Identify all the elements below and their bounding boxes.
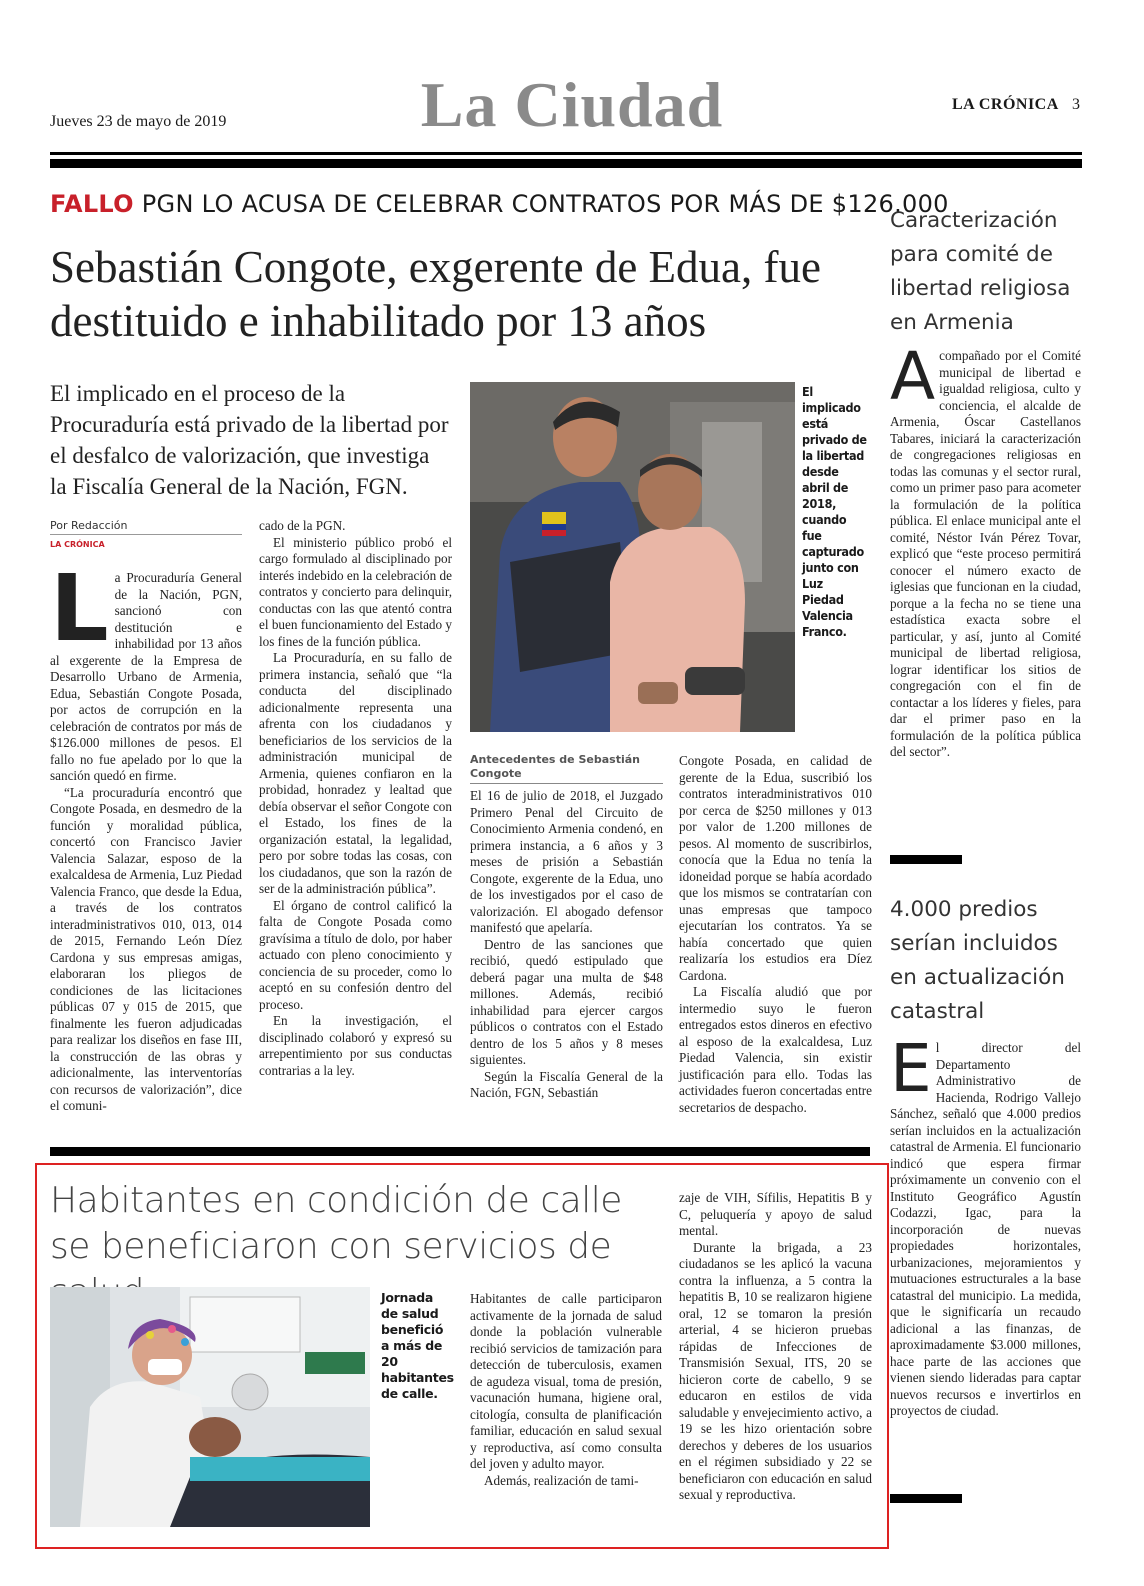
paragraph: El ministerio público probó el cargo formulado al disciplinado por interés indebido en la celebración de contratos y concierto para delinquir, conductas con las que atentó contra el buen funcionamiento del Estado y los fines de la función pública.	[259, 534, 452, 649]
paragraph: Acompañado por el Comité municipal de libertad e igualdad religiosa, culto y conciencia, el alcalde de Armenia, Óscar Castellanos Tabares, iniciará la caracterización de congregaciones religiosas en todas las comunas y el sector rural, como un primer paso para acometer la formulación de la política pública. El enlace municipal ante el comité, Néstor Iván Pérez Tovar, explicó que “este proceso permitirá conocer el número exacto de iglesias que funcionan en la ciudad, porque a la fecha no se tiene una estadística exacta sobre el particular, y así, junto al Comité municipal de libertad religiosa, lograr identificar los sitios de congregación con el fin de contactar a los líderes y fieles, para dar el primer paso en la formulación de la política pública del sector”.	[890, 338, 1081, 759]
paragraph: Congote Posada, en calidad de gerente de la Edua, suscribió los contratos interadministrativos 010 por cerca de $250 millones y 013 por valor de 1.200 millones de pesos. Al momento de suscribirlos, conocía que la Edua no tenía la idoneidad porque se había acordado que los mismos se contratarían con unas empresas que tampoco ejecutarían los contratos. Ya se había concertado que quien realizaría los estudios era Díez Cardona.	[679, 753, 872, 983]
byline-divider	[50, 534, 242, 535]
paragraph: zaje de VIH, Sífilis, Hepatitis B y C, peluquería y apoyo de salud mental.	[679, 1190, 872, 1238]
main-deck: El implicado en el proceso de la Procuraduría está privado de la libertad por el desfalco de valorización, que investiga la Fiscalía General de la Nación, FGN.	[50, 381, 449, 499]
section-divider	[50, 1147, 870, 1156]
sidebar-headline-2: 4.000 predios serían incluidos en actualización catastral	[890, 897, 1065, 1024]
sidebar-subhead: Antecedentes de Sebastián Congote	[470, 753, 663, 784]
byline: Por Redacción	[50, 519, 128, 532]
photo-illustration	[470, 382, 795, 732]
suspect-arrest-photo	[470, 382, 795, 732]
main-column-2	[259, 518, 452, 1079]
paragraph: La Fiscalía aludió que por intermedio suyo le fueron entregados estos dineros en efectivo al esposo de la exalcaldesa, Luz Piedad Valencia, sin existir justificación para ello. Todas las actividades fueron concertadas entre secretarios de despacho.	[679, 984, 872, 1115]
paragraph: Durante la brigada, a 23 ciudadanos se les aplicó la vacuna contra la influenza, a 5 contra la hepatitis B, 10 se realizaron higiene oral, 12 se tomaron la presión arterial, 4 se hicieron pruebas rápidas de Infecciones de Transmisión Sexual, ITS, 20 se hicieron corte de cabello, 9 se educaron en estilos de vida saludable y envejecimiento activo, a 19 se les hizo orientación sobre derechos y deberes de los usuarios en el régimen subsidiado y 22 se beneficiaron con educación en salud sexual y reproductiva.	[679, 1239, 872, 1502]
main-column-1	[50, 555, 242, 1115]
paragraph: Además, realización de tami-	[484, 1472, 639, 1488]
page-number: 3	[1072, 96, 1080, 113]
issue-date: Jueves 23 de mayo de 2019	[50, 113, 227, 130]
photo-illustration	[50, 1287, 370, 1527]
byline-outlet: LA CRÓNICA	[50, 540, 105, 549]
paragraph: “La procuraduría encontró que Congote Posada, en desmedro de la función y moralidad pública, concertó con Francisco Javier Valencia Salazar, esposo de la exalcaldesa de Armenia, Luz Piedad Valencia Franco, que desde la Edua, a través de los contratos interadministrativos 010, 013, 014 de 2015, Fernando León Díez Cardona y sus empresas amigas, elaboraran los pliegos de condiciones de las licitaciones públicas 07 y 015 de 2015, que finalmente les fueron adjudicadas para realizar los diseños en fase III, la construcción de las obras y adicionalmente, las interventorías con recursos de valorización”, dice el comuni-	[50, 784, 242, 1113]
paragraph: El director del Departamento Administrativo de Hacienda, Rodrigo Vallejo Sánchez, señaló que 4.000 predios serían incluidos en la actualización catastral de Armenia. El funcionario indicó que espera firmar próximamente un convenio con el Instituto Geográfico Agustín Codazzi, Igac, para la incorporación de nuevas propiedades horizontales, urbanizaciones, mejoramientos y mutuaciones estructurales a la base catastral del municipio. La medida, que le significaría un recaudo adicional a las finanzas, de aproximadamente $3.000 millones, hace parte de las acciones que vienen siendo lideradas para captar nuevos recursos e invertirlos en proyectos de ciudad.	[890, 1030, 1081, 1418]
paragraph: El 16 de julio de 2018, el Juzgado Primero Penal del Circuito de Conocimiento Armenia condenó, en primera instancia, a 6 años y 3 meses de prisión a Sebastián Congote, exgerente de la Edua, uno de los investigados por el caso de valorización. El abogado defensor manifestó que apelaría.	[470, 788, 663, 935]
story-kicker	[50, 190, 949, 218]
paragraph: La Procuraduría General de la Nación, PGN, sancionó con destitución e inhabilidad por 13 años al exgerente de la Empresa de Desarrollo Urbano de Armenia, Edua, Sebastián Congote Posada, por actos de corrupción en la celebración de contratos por más de $126.000 millones de pesos. El fallo no fue apelado por lo que la sanción quedó en firme.	[50, 555, 242, 783]
photo-caption: El implicado está privado de la libertad desde abril de 2018, cuando fue capturado junto con Luz Piedad Valencia Franco.	[802, 384, 867, 639]
photo-caption: Jornada de salud benefició a más de 20 habitantes de calle.	[381, 1290, 454, 1401]
health-column-1	[470, 1291, 662, 1489]
sidebar-story-1	[890, 338, 1081, 761]
kicker-tag: FALLO	[50, 190, 134, 218]
drop-cap: A	[890, 338, 936, 415]
health-column-2	[679, 1190, 872, 1504]
section-title: La Ciudad	[420, 69, 724, 140]
kicker-text: PGN LO ACUSA DE CELEBRAR CONTRATOS POR MÁS DE $126.000	[133, 190, 949, 218]
sidebar-story-2	[890, 1030, 1081, 1420]
paragraph: Dentro de las sanciones que recibió, quedó estipulado que deberá pagar una multa de $48 millones. Además, recibió inhabilidad para ejercer cargos públicos o contratos con el Estado dentro de los 5 años y 8 meses siguientes.	[470, 936, 663, 1067]
paragraph: Habitantes de calle participaron activamente de la jornada de salud donde la población vulnerable recibió servicios de tamización para detección de tuberculosis, examen de agudeza visual, toma de presión, vacunación humana, higiene oral, citología, consulta de planificación familiar, educación en salud sexual y reproductiva, así como consulta del joven y adulto mayor.	[470, 1291, 662, 1471]
paragraph: La Procuraduría, en su fallo de primera instancia, señaló que “la conducta del disciplinado adicionalmente representa una afrenta con los ciudadanos y beneficiarios de los servicios de la administración municipal de Armenia, quienes confiaron en la probidad, honradez y lealtad que debía observar el señor Congote con el Estado, los fines de la organización estatal, la legalidad, pero por sobre todas las cosas, con los ciudadanos, que son la razón de ser de la administración pública”.	[259, 650, 452, 896]
sidebar-headline-1: Caracterización para comité de libertad religiosa en Armenia	[890, 208, 1071, 335]
drop-cap: L	[50, 555, 109, 662]
paragraph: En la investigación, el disciplinado colaboró y expresó su arrepentimiento por sus conductas contrarias a la ley.	[259, 1013, 452, 1078]
main-headline: Sebastián Congote, exgerente de Edua, fue destituido e inhabilitado por 13 años	[50, 242, 821, 346]
sidebar-divider	[890, 855, 962, 864]
paragraph: Según la Fiscalía General de la Nación, FGN, Sebastián	[470, 1068, 663, 1100]
newspaper-brand: LA CRÓNICA	[952, 96, 1059, 113]
health-headline: Habitantes en condición de calle se beneficiaron con servicios de	[50, 1180, 622, 1267]
health-brigade-photo	[50, 1287, 370, 1527]
paragraph: cado de la PGN.	[259, 518, 346, 533]
header-rule	[50, 152, 1082, 155]
sidebar-divider	[890, 1494, 962, 1503]
header-rule-thick	[50, 159, 1082, 168]
main-column-4	[679, 753, 872, 1116]
main-column-3	[470, 788, 663, 1102]
paragraph: El órgano de control calificó la falta de Congote Posada como gravísima a título de dolo, por haber actuado con pleno conocimiento y conciencia de su proceder, como lo aceptó en su confesión dentro del proceso.	[259, 897, 452, 1012]
drop-cap: E	[890, 1030, 932, 1107]
